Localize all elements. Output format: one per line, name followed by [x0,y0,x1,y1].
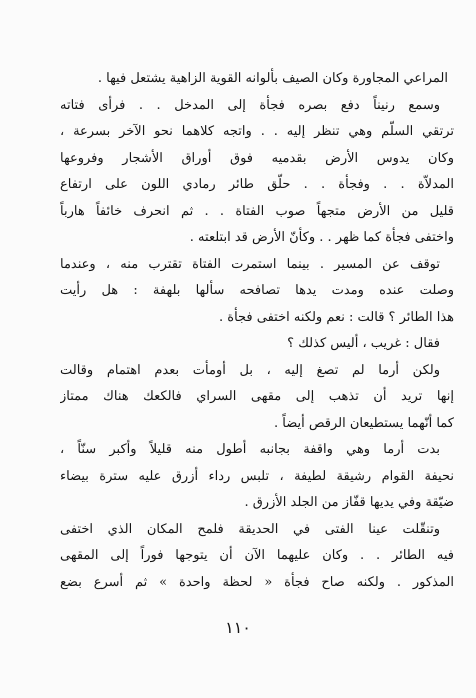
text-line: فقال : غريب ، أليس كذلك ؟ [287,336,440,351]
text-line: ضيّقة وفي يديها قفّاز من الجلد الأزرق . [244,495,454,510]
text-line: وسمع رنيناً دفع بصره فجأة إلى المدخل . . فرأى فتاته [60,97,440,113]
text-line: نحيفة القوام رشيقة لطيفة ، تلبس رداء أزرق عليه سترة بيضاء [60,468,454,484]
text-line: كما أنّهما يستطيعان الرقص أيضاً . [273,415,454,431]
text-line: توقف عن المسير . بينما استمرت الفتاة تقترب منه ، وعندما [60,256,440,272]
text-line: وكان يدوس الأرض بقدميه فوق أوراق الأشجار وفروعها [60,150,454,166]
text-line: هذا الطائر ؟ قالت : نعم ولكنه اختفى فجأة . [219,309,454,325]
text-line: بدت أرما وهي واقفة بجانبه أطول منه قليلاً وأكبر سنّاً ، [60,442,440,457]
text-line: المذكور . ولكنه صاح فجأة « لحظة واحدة » ثم أسرع بضع [60,574,454,590]
text-line: ولكن أرما لم تصغ إليه ، بل أومأت بعدم اهتمام وقالت [60,362,440,378]
text-line: المراعي المجاورة وكان الصيف بألوانه القوية الزاهية يشتعل فيها . [97,71,448,86]
text-line: إنها تريد أن تذهب إلى مقهى السراي فالكعك هناك ممتاز [60,389,454,404]
text-line: واختفى فجأة كما ظهر . . وكأنّ الأرض قد ابتلعته . [189,230,454,245]
text-line: وصلت عنده ومدت يدها تصافحه سألها بلهفة : هل رأيت [60,283,454,298]
body-text [60,66,454,596]
text-line: المدلاّة . . وفجأة . . حلّق طائر رمادي اللون على ارتفاع [60,177,454,192]
text-line: وتنقّلت عينا الفتى في الحديقة فلمح المكان الذي اختفى [60,521,440,537]
text-line: ترتقي السلّم وهي تنظر إليه . . واتجه كلاهما نحو الآخر بسرعة ، [60,124,454,139]
page-number: ١١٠ [225,618,251,637]
text-line: فيه الطائر . . وكان عليهما الآن أن يتوجها فوراً إلى المقهى [60,548,454,563]
text-line: قليل من الأرض متجهاً صوب الفتاة . . ثم انحرف خائفاً هارباً [60,203,454,219]
